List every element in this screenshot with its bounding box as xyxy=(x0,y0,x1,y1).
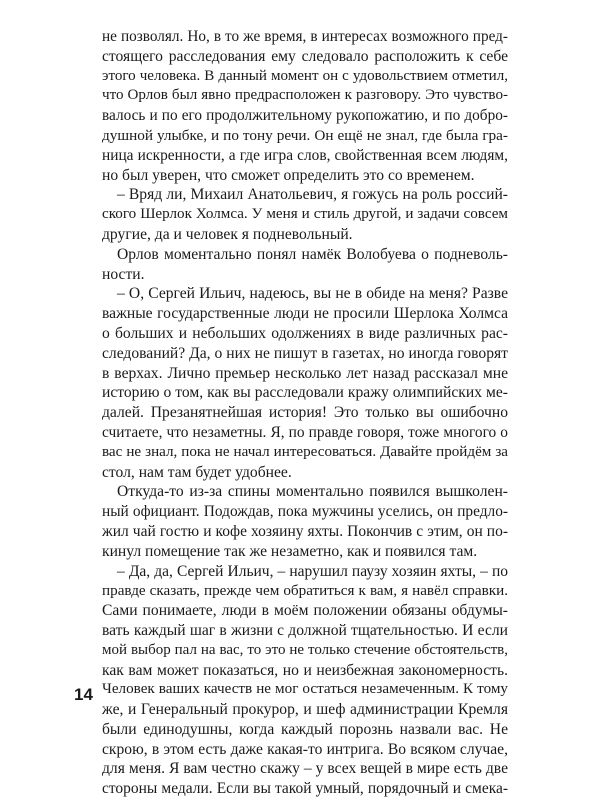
text-line: следований? Да, о них не пишут в газетах, но иногда говорят xyxy=(102,344,508,362)
text-line: этого человека. В данный момент он с удовольствием отметил, xyxy=(102,67,508,84)
text-line: историю о том, как вы расследовали кражу олимпийских ме- xyxy=(102,384,508,402)
text-line: для меня. Я вам честно скажу – у всех вещей в мире есть две xyxy=(102,760,508,778)
text-line: Орлов моментально понял намёк Волобуева о подневоль- xyxy=(117,245,508,263)
page-number: 14 xyxy=(74,685,93,704)
text-line: считаете, что незаметны. Я, по правде говоря, тоже многого о xyxy=(102,423,508,441)
text-line: стол, нам там будет удобнее. xyxy=(102,463,292,481)
text-line: – Да, да, Сергей Ильич, – нарушил паузу хозяин яхты, – по xyxy=(117,562,508,580)
text-line: жил чай гостю и кофе хозяину яхты. Покончив с этим, он по- xyxy=(102,522,508,540)
text-line: как вам может показаться, но и неизбежная закономерность. xyxy=(102,661,508,679)
text-line: Сами понимаете, люди в моём положении обязаны обдумы- xyxy=(102,602,508,620)
text-line: – Вряд ли, Михаил Анатольевич, я гожусь на роль россий- xyxy=(117,186,508,204)
text-line: были единодушны, когда каждый порознь назвали вас. Не xyxy=(102,720,508,738)
text-line: – О, Сергей Ильич, надеюсь, вы не в обиде на меня? Разве xyxy=(117,285,508,303)
text-line: стоящего расследования ему следовало расположить к себе xyxy=(102,47,508,65)
text-line: о больших и небольших одолжениях в виде различных рас- xyxy=(102,324,508,342)
text-line: ный официант. Подождав, пока мужчины уселись, он предло- xyxy=(102,503,508,521)
text-line: важные государственные люди не просили Шерлока Холмса xyxy=(102,305,508,323)
text-line: правде сказать, прежде чем обратиться к вам, я навёл справки. xyxy=(102,582,508,600)
text-line: вать каждый шаг в жизни с должной тщательностью. И если xyxy=(102,621,508,639)
text-line: не позволял. Но, в то же время, в интересах возможного пред- xyxy=(102,28,508,45)
text-line: Человек ваших качеств не мог остаться незамеченным. К тому xyxy=(102,681,508,698)
text-line: ского Шерлок Холмса. У меня и стиль другой, и задачи совсем xyxy=(102,206,508,223)
text-line: кинул помещение так же незаметно, как и появился там. xyxy=(102,542,478,560)
body-text xyxy=(102,27,508,799)
text-line: в верхах. Лично премьер несколько лет назад рассказал мне xyxy=(102,364,508,382)
text-line: душной улыбке, и по тону речи. Он ещё не знал, где была гра- xyxy=(102,126,508,144)
text-line: вас не знал, пока не начал интересоваться. Давайте пройдём за xyxy=(102,443,508,460)
text-line: но был уверен, что сможет определить это со временем. xyxy=(102,166,475,184)
text-line: другие, да и человек я подневольный. xyxy=(102,225,353,243)
text-line: стороны медали. Если вы такой умный, порядочный и смека- xyxy=(102,780,508,798)
text-line: что Орлов был явно предрасположен к разговору. Это чувство- xyxy=(102,87,508,104)
text-line: ности. xyxy=(102,265,145,283)
text-line: Откуда-то из-за спины моментально появился вышколен- xyxy=(117,483,508,501)
text-line: валось и по его продолжительному рукопожатию, и по добро- xyxy=(102,107,508,125)
text-line: далей. Презанятнейшая история! Это только вы ошибочно xyxy=(102,404,508,422)
text-line: же, и Генеральный прокурор, и шеф администрации Кремля xyxy=(102,701,508,719)
text-line: мой выбор пал на вас, то это не только стечение обстоятельств, xyxy=(102,641,508,658)
text-line: скрою, в этом есть даже какая-то интрига. Во всяком случае, xyxy=(102,740,508,758)
text-line: ница искренности, а где игра слов, свойственная всем людям, xyxy=(102,146,508,164)
